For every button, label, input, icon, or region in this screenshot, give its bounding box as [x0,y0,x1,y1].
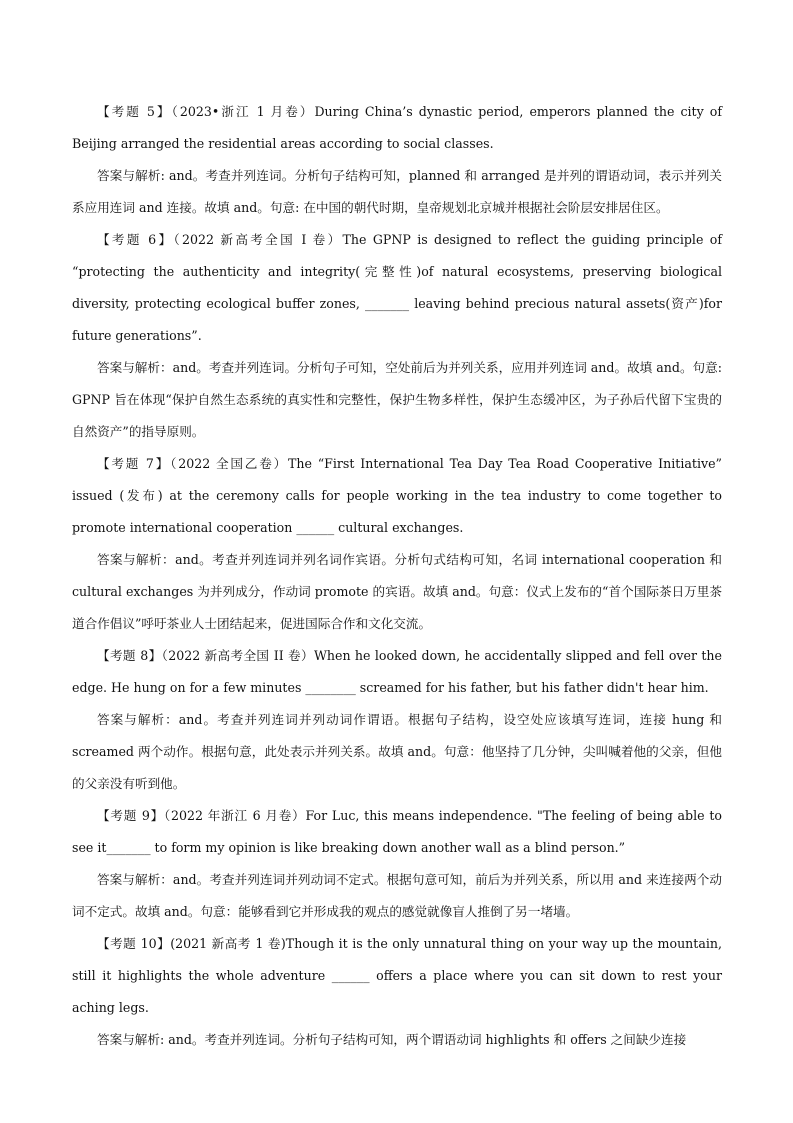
question-label: 【考题 7】 [97,456,171,471]
answer-10: 答案与解析: and。考查并列连词。分析句子结构可知，两个谓语动词 highlights 和 offers 之间缺少连接 [97,1032,687,1047]
question-label: 【考题 8】 [97,648,162,663]
question-label: 【考题 10】 [97,936,171,951]
question-text: （2022 新高考全国 I 卷）The GPNP is designed to reflect the guiding principle of “protecting the authenticity and integrity(完整性)of natural ecosystems, preserving biological diversity, protecting ecological buffer zones, _______ leaving behind precious natural assets(资产)for future generations”. [72,232,722,343]
question-label: 【考题 5】 [97,104,172,119]
question-7 [72,448,722,544]
answer-5: 答案与解析: and。考查并列连词。分析句子结构可知，planned 和 arranged 是并列的谓语动词，表示并列关系应用连词 and 连接。故填 and。句意: 在中国的朝代时期，皇帝规划北京城并根据社会阶层安排居住区。 [72,168,722,215]
question-label: 【考题 9】 [97,808,164,823]
question-text: （2022 全国乙卷）The “First International Tea Day Tea Road Cooperative Initiative” issued (发布) at the ceremony calls for people working in the tea industry to come together to promote international cooperation ______ cultural exchanges. [72,456,722,535]
answer-6: 答案与解析：and。考查并列连词。分析句子可知，空处前后为并列关系，应用并列连词 and。故填 and。句意: GPNP 旨在体现“保护自然生态系统的真实性和完整性，保护生物多样性，保护生态缓冲区，为子孙后代留下宝贵的自然资产”的指导原则。 [72,360,722,439]
question-text: （2023•浙江 1 月卷）During China’s dynastic period, emperors planned the city of Beijing arranged the residential areas according to social classes. [72,104,722,151]
question-10 [72,928,722,1024]
question-text: （2022 年浙江 6 月卷）For Luc, this means independence. "The feeling of being able to see it_______ to form my opinion is like breaking down another wall as a blind person.” [72,808,722,855]
question-8 [72,640,722,704]
question-6 [72,224,722,352]
question-5 [72,96,722,160]
answer-9: 答案与解析：and。考查并列连词并列动词不定式。根据句意可知，前后为并列关系，所以用 and 来连接两个动词不定式。故填 and。句意：能够看到它并形成我的观点的感觉就像盲人推倒了另一堵墙。 [72,872,722,919]
answer-7: 答案与解析：and。考查并列连词并列名词作宾语。分析句式结构可知，名词 international cooperation 和 cultural exchanges 为并列成分，作动词 promote 的宾语。故填 and。句意：仪式上发布的“首个国际茶日万里茶道合作倡议”呼吁茶业人士团结起来，促进国际合作和文化交流。 [72,552,722,631]
question-text: (2021 新高考 1 卷)Though it is the only unnatural thing on your way up the mountain, still it highlights the whole adventure ______ offers a place where you can sit down to rest your aching legs. [72,936,722,1015]
question-label: 【考题 6】 [97,232,174,247]
question-list [72,96,722,1056]
question-9 [72,800,722,864]
answer-8: 答案与解析：and。考查并列连词并列动词作谓语。根据句子结构，设空处应该填写连词，连接 hung 和 screamed 两个动作。根据句意，此处表示并列关系。故填 and。句意：他坚持了几分钟，尖叫喊着他的父亲，但他的父亲没有听到他。 [72,712,722,791]
question-text: （2022 新高考全国 II 卷）When he looked down, he accidentally slipped and fell over the edge. He hung on for a few minutes ________ screamed for his father, but his father didn't hear him. [72,648,722,695]
